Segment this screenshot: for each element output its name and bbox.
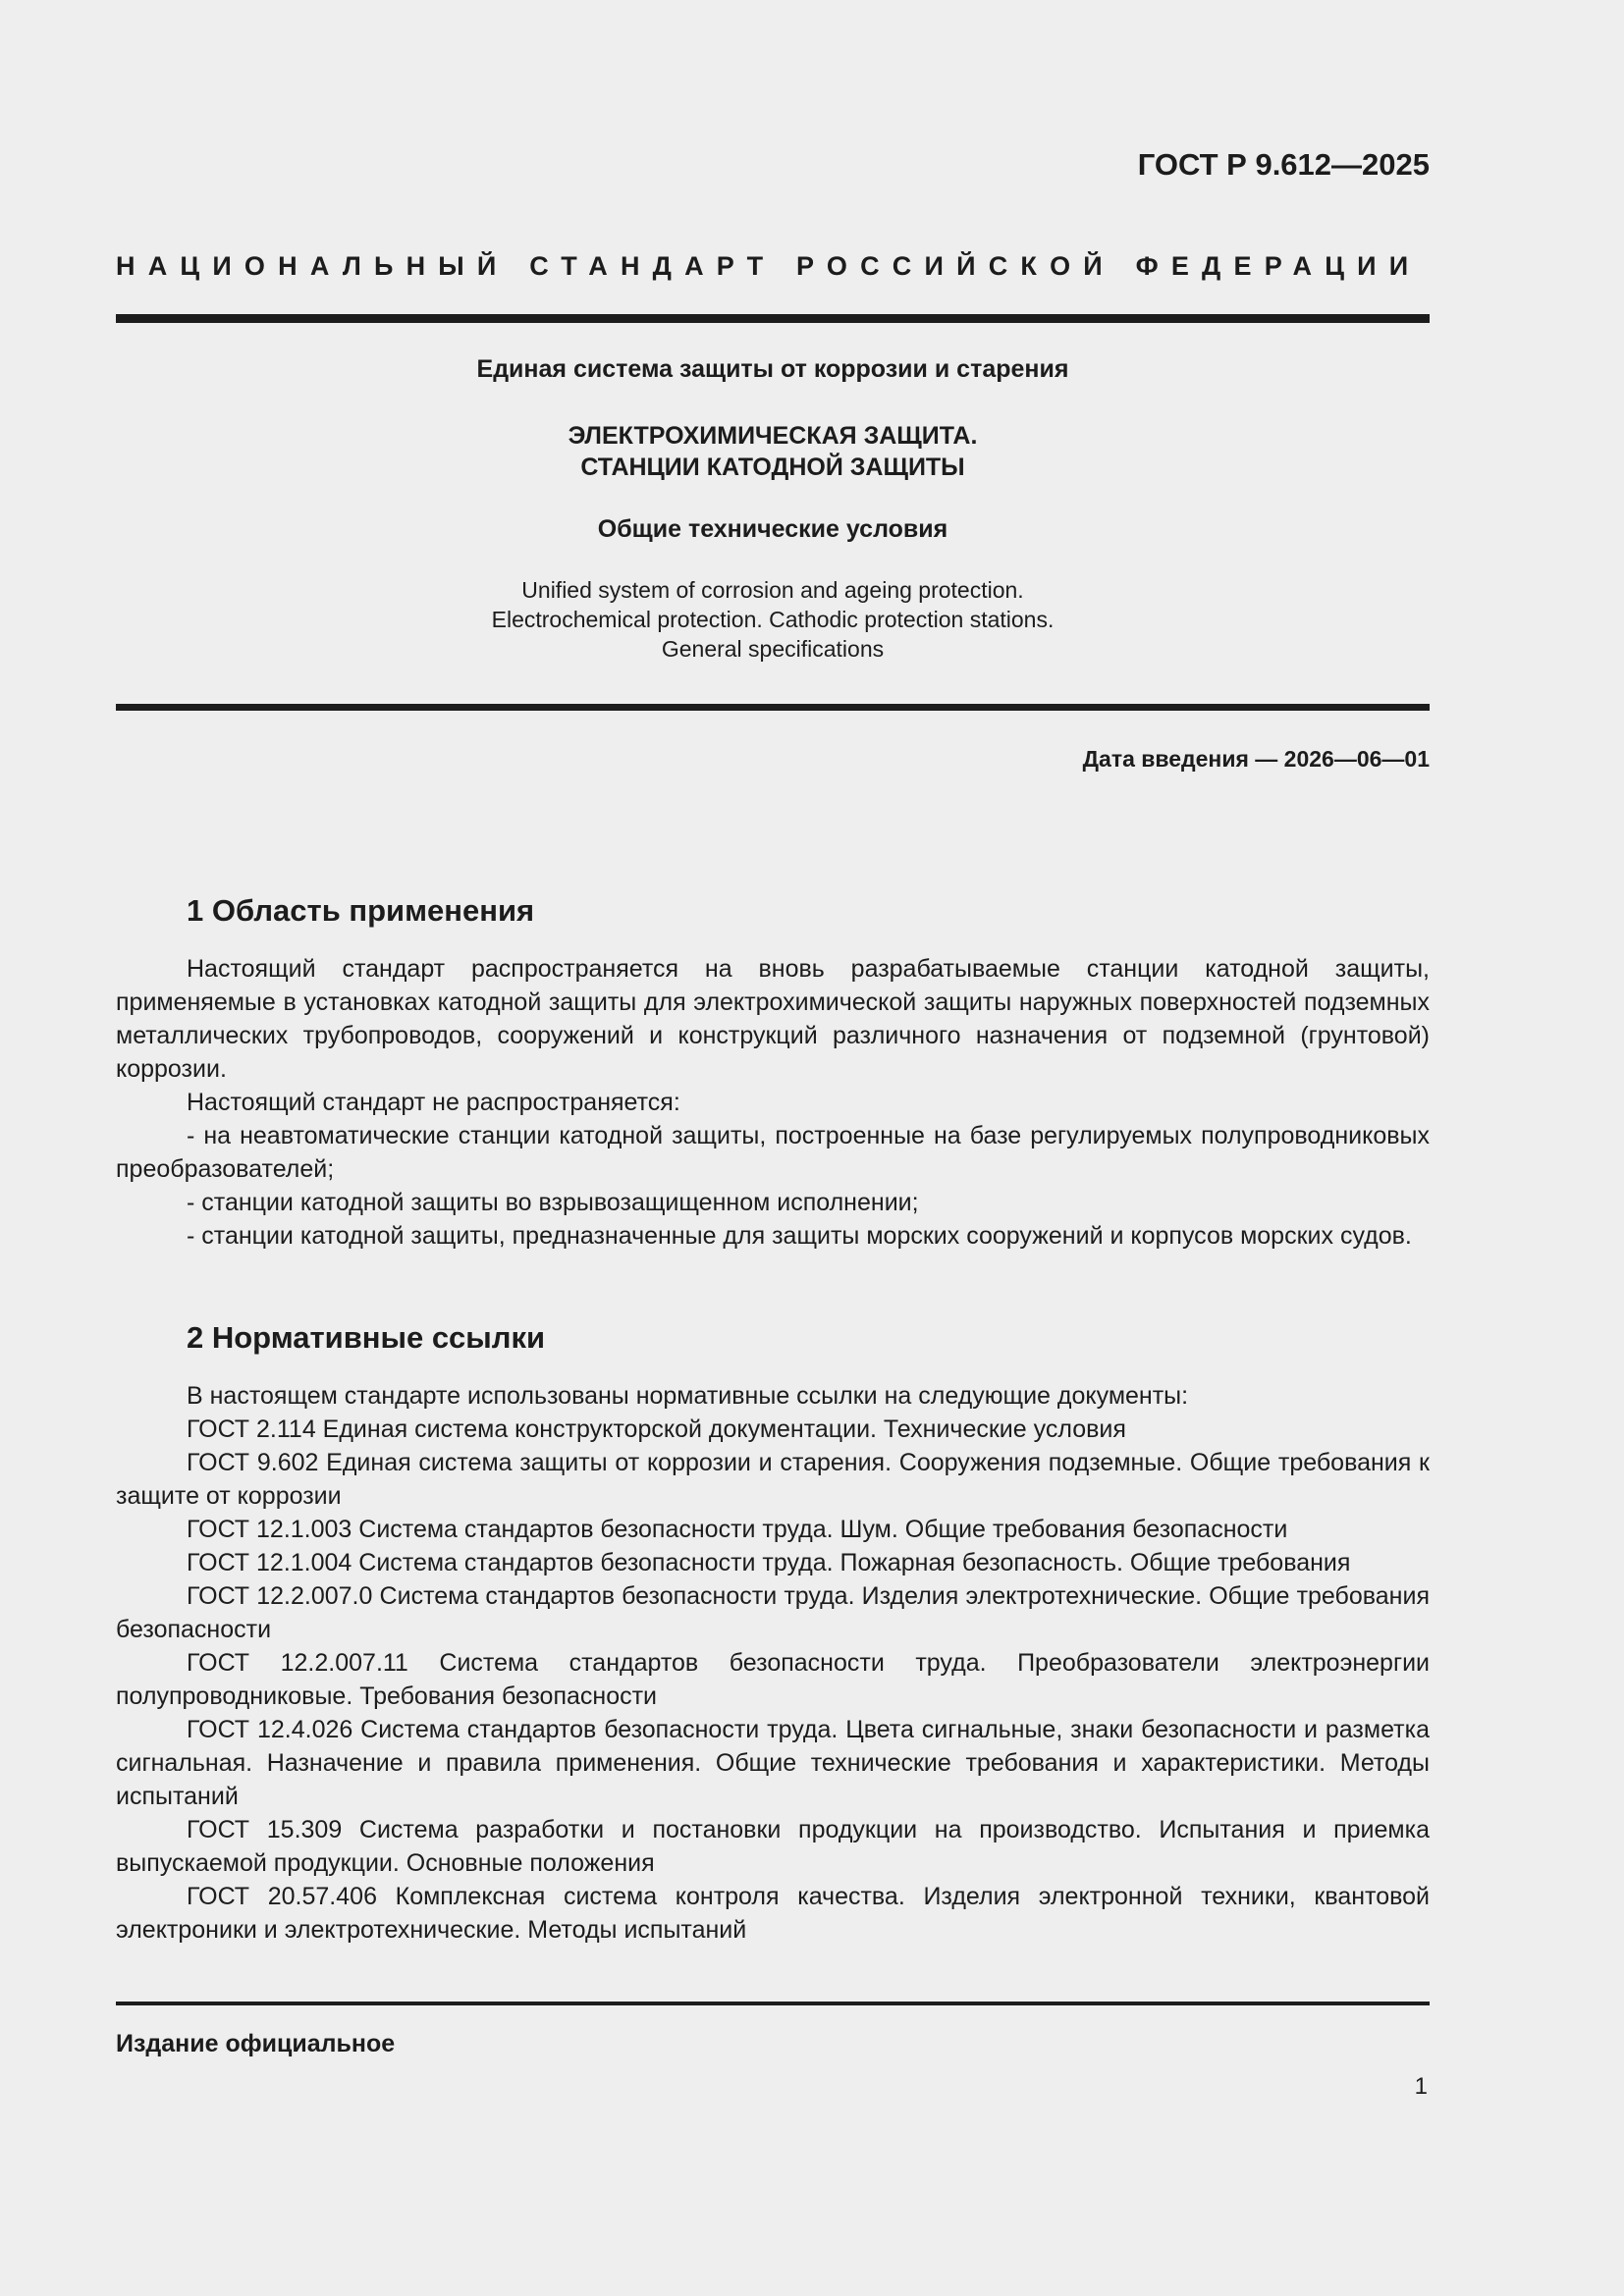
section-2-heading: 2 Нормативные ссылки — [187, 1320, 546, 1355]
reference-item: ГОСТ 12.2.007.0 Система стандартов безопасности труда. Изделия электротехнические. Общие требования безопасности — [116, 1582, 1430, 1643]
document-title-line-1: ЭЛЕКТРОХИМИЧЕСКАЯ ЗАЩИТА. — [568, 422, 978, 450]
english-title-line-2: Electrochemical protection. Cathodic protection stations. — [491, 607, 1055, 632]
introduction-date: Дата введения — 2026—06—01 — [1082, 746, 1430, 772]
national-standard-banner: НАЦИОНАЛЬНЫЙ СТАНДАРТ РОССИЙСКОЙ ФЕДЕРАЦИИ — [116, 251, 1422, 281]
paragraph: Настоящий стандарт не распространяется: — [187, 1089, 680, 1116]
title-bottom-rule — [116, 704, 1430, 711]
footer-rule — [116, 2002, 1430, 2005]
top-rule — [116, 314, 1430, 323]
document-title-line-2: СТАНЦИИ КАТОДНОЙ ЗАЩИТЫ — [580, 454, 965, 481]
english-title — [116, 575, 1430, 664]
reference-item: ГОСТ 12.1.003 Система стандартов безопасности труда. Шум. Общие требования безопасности — [187, 1516, 1288, 1543]
section-1-heading: 1 Область применения — [187, 893, 535, 928]
section-2-body — [116, 1379, 1430, 1947]
section-1-body — [116, 952, 1430, 1253]
reference-item: ГОСТ 12.2.007.11 Система стандартов безопасности труда. Преобразователи электроэнергии полупроводниковые. Требования безопасности — [116, 1649, 1430, 1710]
list-item: - на неавтоматические станции катодной защиты, построенные на базе регулируемых полупроводниковых преобразователей; — [116, 1122, 1430, 1183]
list-item: - станции катодной защиты, предназначенные для защиты морских сооружений и корпусов морских судов. — [187, 1222, 1412, 1250]
standard-series: Единая система защиты от коррозии и старения — [476, 355, 1069, 383]
gost-code: ГОСТ Р 9.612—2025 — [1137, 147, 1430, 182]
document-title — [116, 420, 1430, 483]
reference-item: ГОСТ 2.114 Единая система конструкторской документации. Технические условия — [187, 1415, 1126, 1443]
document-subtitle: Общие технические условия — [597, 515, 948, 543]
reference-item: ГОСТ 15.309 Система разработки и постановки продукции на производство. Испытания и приемка выпускаемой продукции. Основные положения — [116, 1816, 1430, 1877]
paragraph: В настоящем стандарте использованы нормативные ссылки на следующие документы: — [187, 1382, 1189, 1410]
paragraph: Настоящий стандарт распространяется на вновь разрабатываемые станции катодной защиты, применяемые в установках катодной защиты для электрохимической защиты наружных поверхностей подземных металлических трубопроводов, сооружений и конструкций различного назначения от подземной (грунтовой) коррозии. — [116, 955, 1430, 1083]
reference-item: ГОСТ 9.602 Единая система защиты от коррозии и старения. Сооружения подземные. Общие требования к защите от коррозии — [116, 1449, 1430, 1510]
page-number: 1 — [1414, 2073, 1428, 2100]
english-title-line-3: General specifications — [661, 636, 885, 662]
official-edition-label: Издание официальное — [116, 2030, 396, 2057]
english-title-line-1: Unified system of corrosion and ageing protection. — [521, 577, 1024, 603]
reference-item: ГОСТ 12.1.004 Система стандартов безопасности труда. Пожарная безопасность. Общие требования — [187, 1549, 1351, 1576]
reference-item: ГОСТ 12.4.026 Система стандартов безопасности труда. Цвета сигнальные, знаки безопасности и разметка сигнальная. Назначение и правила применения. Общие технические требования и характеристики. Методы испытаний — [116, 1716, 1430, 1810]
reference-item: ГОСТ 20.57.406 Комплексная система контроля качества. Изделия электронной техники, квантовой электроники и электротехнические. Методы испытаний — [116, 1883, 1430, 1944]
list-item: - станции катодной защиты во взрывозащищенном исполнении; — [187, 1189, 919, 1216]
